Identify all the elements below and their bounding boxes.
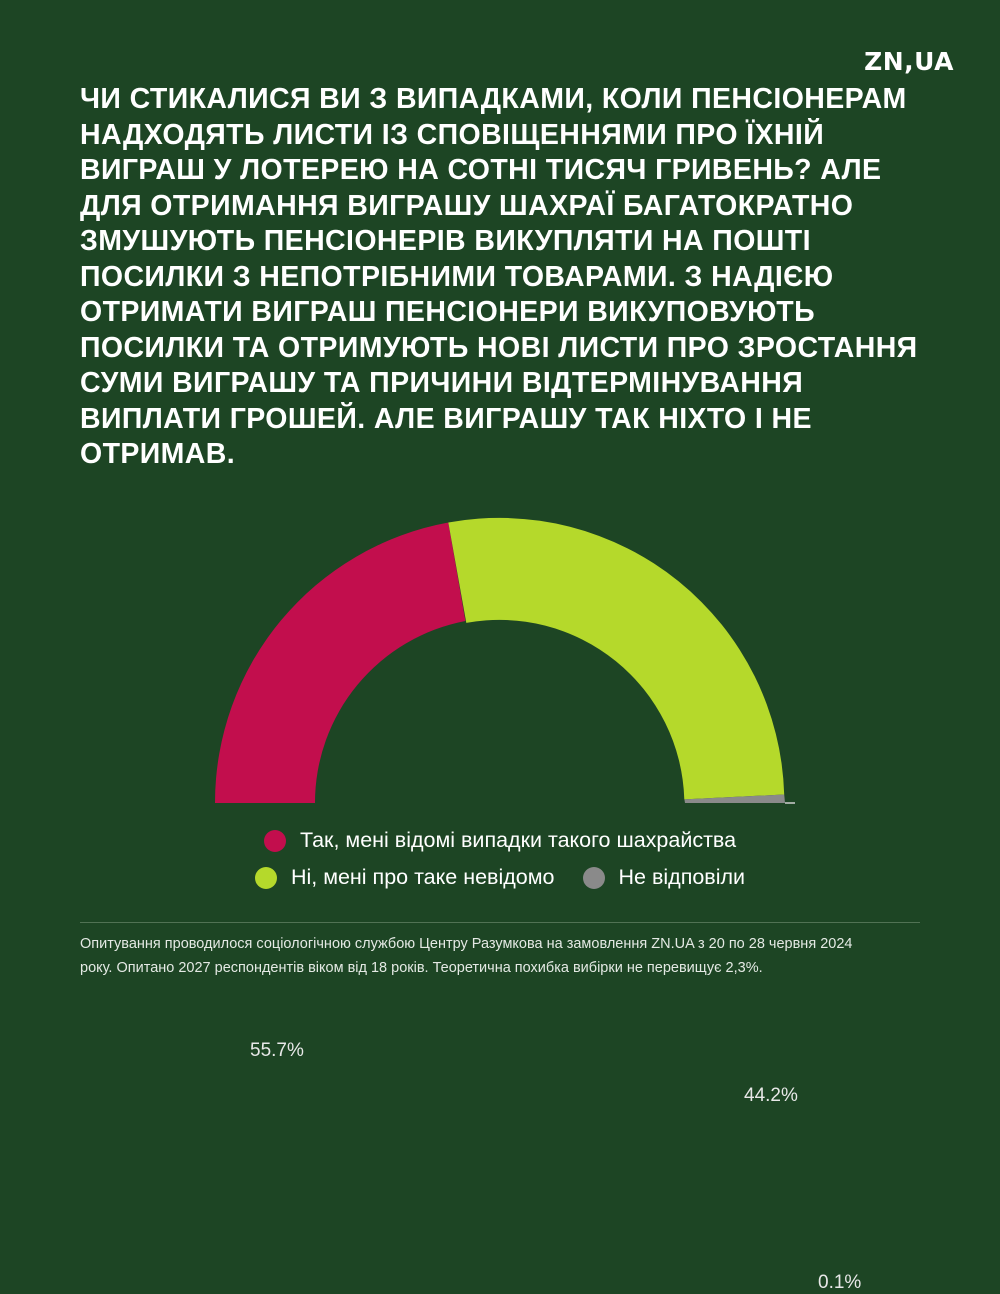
legend-item-no-answer [583,865,746,890]
legend-dot-icon-no [255,867,277,889]
legend-label-no-answer: Не відповіли [618,865,746,889]
legend-dot-icon-no-answer [583,867,605,889]
chart-legend [0,828,1000,902]
value-label-no: 44.2% [744,1085,798,1106]
legend-item-yes [264,828,736,853]
slice-no [448,518,784,800]
slice-yes [215,523,465,804]
footer-divider [80,922,920,923]
legend-label-no: Ні, мені про таке невідомо [290,865,555,889]
legend-item-no [255,865,555,890]
legend-dot-icon-yes [264,830,286,852]
footnote: Опитування проводилося соціологічною службою Центру Разумкова на замовлення ZN.UA з 20 по 28 червня 2024 року. Опитано 2027 респондентів віком від 18 років. Теоретична похибка вибірки не перевищує 2,3%. [80,936,853,976]
zn-ua-logo: ZN,UA [864,47,954,76]
value-label-yes: 55.7% [250,1040,304,1061]
legend-row-2 [0,865,1000,890]
gauge-svg-wrap [205,508,795,808]
half-donut-svg [205,508,795,808]
value-label-no-answer: 0.1% [818,1272,862,1293]
legend-row-1 [0,828,1000,853]
page-title: ЧИ СТИКАЛИСЯ ВИ З ВИПАДКАМИ, КОЛИ ПЕНСІОНЕРАМ НАДХОДЯТЬ ЛИСТИ ІЗ СПОВІЩЕННЯМИ ПРО ЇХНІЙ ВИГРАШ У ЛОТЕРЕЮ НА СОТНІ ТИСЯЧ ГРИВЕНЬ? АЛЕ ДЛЯ ОТРИМАННЯ ВИГРАШУ ШАХРАЇ БАГАТОКРАТНО ЗМУШУЮТЬ ПЕНСІОНЕРІВ ВИКУПЛЯТИ НА ПОШТІ ПОСИЛКИ З НЕПОТРІБНИМИ ТОВАРАМИ. З НАДІЄЮ ОТРИМАТИ ВИГРАШ ПЕНСІОНЕРИ ВИКУПОВУЮТЬ ПОСИЛКИ ТА ОТРИМУЮТЬ НОВІ ЛИСТИ ПРО ЗРОСТАННЯ СУМИ ВИГРАШУ ТА ПРИЧИНИ ВІДТЕРМІНУВАННЯ ВИПЛАТИ ГРОШЕЙ. АЛЕ ВИГРАШУ ТАК НІХТО І НЕ ОТРИМАВ. [80,83,918,470]
legend-label-yes: Так, мені відомі випадки такого шахрайства [299,828,737,852]
